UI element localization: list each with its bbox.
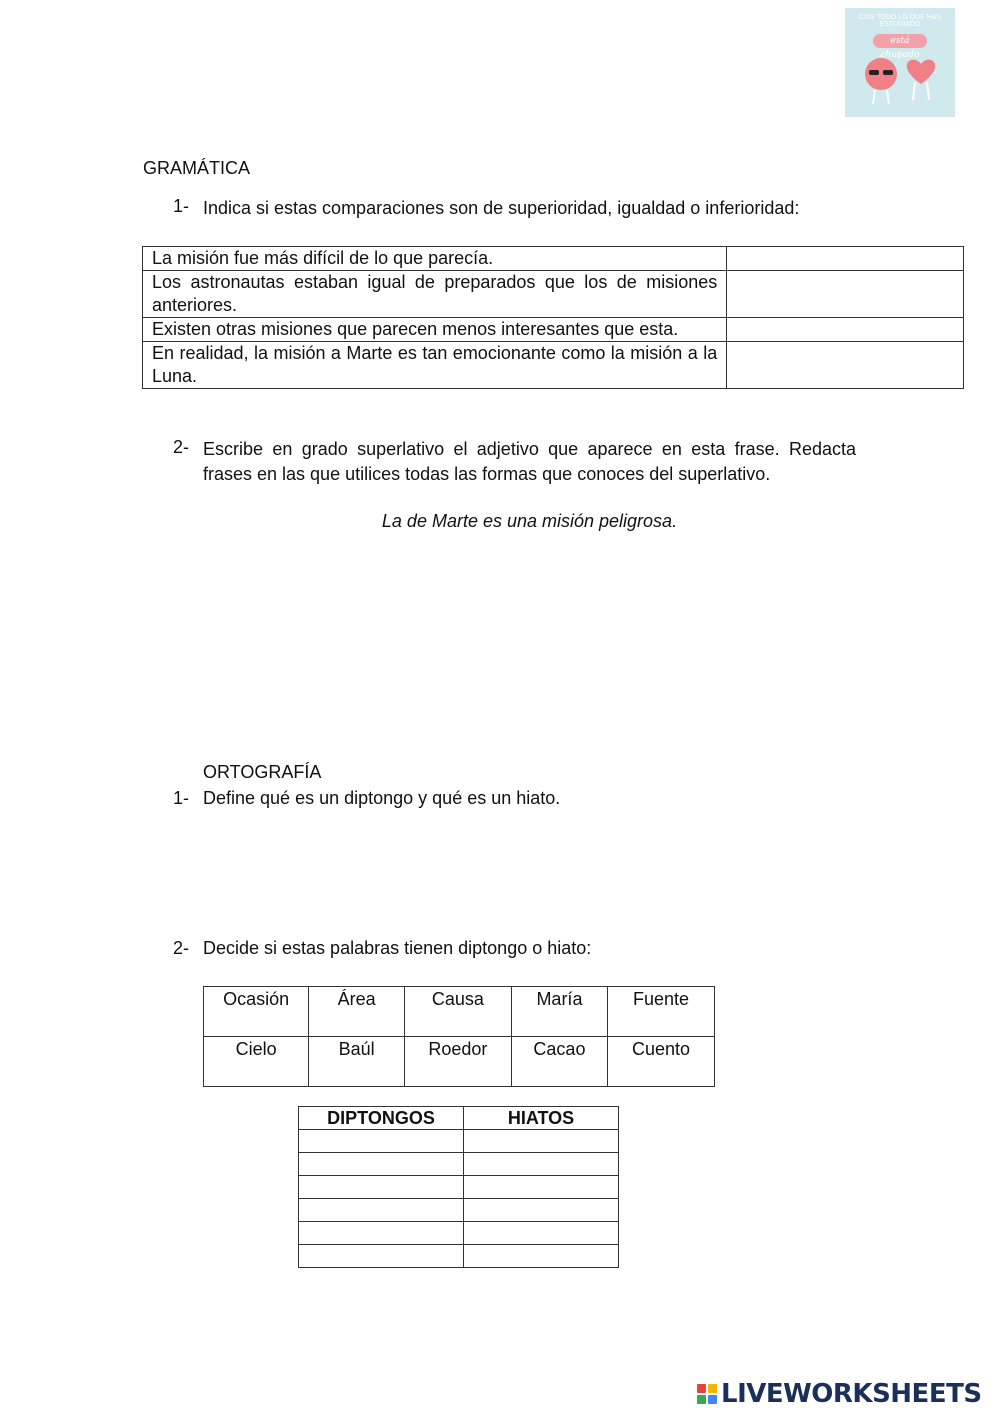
word-cell: Ocasión — [204, 987, 309, 1037]
hiatus-answer-cell[interactable] — [464, 1176, 619, 1199]
word-cell: María — [511, 987, 607, 1037]
grammar-heading: GRAMÁTICA — [143, 158, 251, 178]
comparison-sentence: La misión fue más difícil de lo que parecía. — [143, 247, 727, 271]
hiatus-answer-cell[interactable] — [464, 1222, 619, 1245]
spelling-q2-text: Decide si estas palabras tienen diptongo o hiato: — [203, 938, 592, 958]
hearts-illustration-icon — [845, 8, 955, 117]
grammar-q2-text: Escribe en grado superlativo el adjetivo que aparece en esta frase. Redacta frases en las que utilices todas las formas que conoces del superlativo. — [203, 439, 856, 484]
grammar-q2-number: 2- — [173, 437, 190, 457]
word-cell: Baúl — [309, 1037, 405, 1087]
logo-top-text: CON TODO LO QUE HAS ESTUDIADO — [858, 14, 942, 28]
diphthong-answer-cell[interactable] — [299, 1222, 464, 1245]
table-header-row — [299, 1107, 619, 1130]
spelling-q1-number: 1- — [173, 788, 190, 808]
comparison-answer-cell[interactable] — [727, 342, 964, 389]
table-row — [299, 1199, 619, 1222]
worksheet-logo-image — [845, 8, 955, 117]
comparison-sentence: En realidad, la misión a Marte es tan emocionante como la misión a la Luna. — [143, 342, 727, 389]
hiatus-column-header: HIATOS — [464, 1107, 619, 1130]
word-cell: Causa — [404, 987, 511, 1037]
logo-cursive-text: está chupado — [873, 34, 927, 48]
hiatus-answer-cell[interactable] — [464, 1130, 619, 1153]
table-row — [299, 1176, 619, 1199]
word-cell: Roedor — [404, 1037, 511, 1087]
comparison-sentence: Los astronautas estaban igual de preparados que los de misiones anteriores. — [143, 271, 727, 318]
spelling-heading: ORTOGRAFÍA — [203, 762, 322, 782]
table-row — [299, 1130, 619, 1153]
diphthong-answer-cell[interactable] — [299, 1153, 464, 1176]
superlative-sentence: La de Marte es una misión peligrosa. — [381, 511, 678, 531]
hiatus-answer-cell[interactable] — [464, 1199, 619, 1222]
word-cell: Área — [309, 987, 405, 1037]
comparison-table — [142, 246, 964, 389]
diphthong-answer-cell[interactable] — [299, 1199, 464, 1222]
word-cell: Cacao — [511, 1037, 607, 1087]
table-row — [143, 271, 964, 318]
logo-box — [697, 1384, 706, 1393]
diphthong-hiatus-table — [298, 1106, 619, 1268]
spelling-q1-text: Define qué es un diptongo y qué es un hiato. — [203, 788, 561, 808]
diphthongs-column-header: DIPTONGOS — [299, 1107, 464, 1130]
word-cell: Cuento — [608, 1037, 715, 1087]
grammar-q1-number: 1- — [173, 196, 190, 216]
diphthong-answer-cell[interactable] — [299, 1245, 464, 1268]
diphthong-answer-cell[interactable] — [299, 1176, 464, 1199]
hiatus-answer-cell[interactable] — [464, 1245, 619, 1268]
logo-box — [708, 1395, 717, 1404]
liveworksheets-logo — [697, 1379, 982, 1409]
grammar-q1-text: Indica si estas comparaciones son de superioridad, igualdad o inferioridad: — [203, 198, 800, 218]
logo-box — [697, 1395, 706, 1404]
table-row — [204, 987, 715, 1037]
comparison-answer-cell[interactable] — [727, 318, 964, 342]
comparison-answer-cell[interactable] — [727, 247, 964, 271]
table-row — [143, 318, 964, 342]
table-row — [299, 1245, 619, 1268]
hiatus-answer-cell[interactable] — [464, 1153, 619, 1176]
spelling-q2-number: 2- — [173, 938, 190, 958]
table-row — [299, 1222, 619, 1245]
table-row — [143, 247, 964, 271]
words-table — [203, 986, 715, 1087]
table-row — [143, 342, 964, 389]
comparison-answer-cell[interactable] — [727, 271, 964, 318]
word-cell: Fuente — [608, 987, 715, 1037]
liveworksheets-boxes-icon — [697, 1384, 717, 1404]
diphthong-answer-cell[interactable] — [299, 1130, 464, 1153]
word-cell: Cielo — [204, 1037, 309, 1087]
table-row — [299, 1153, 619, 1176]
logo-box — [708, 1384, 717, 1393]
table-row — [204, 1037, 715, 1087]
comparison-sentence: Existen otras misiones que parecen menos interesantes que esta. — [143, 318, 727, 342]
liveworksheets-brand-text: LIVEWORKSHEETS — [721, 1379, 982, 1409]
